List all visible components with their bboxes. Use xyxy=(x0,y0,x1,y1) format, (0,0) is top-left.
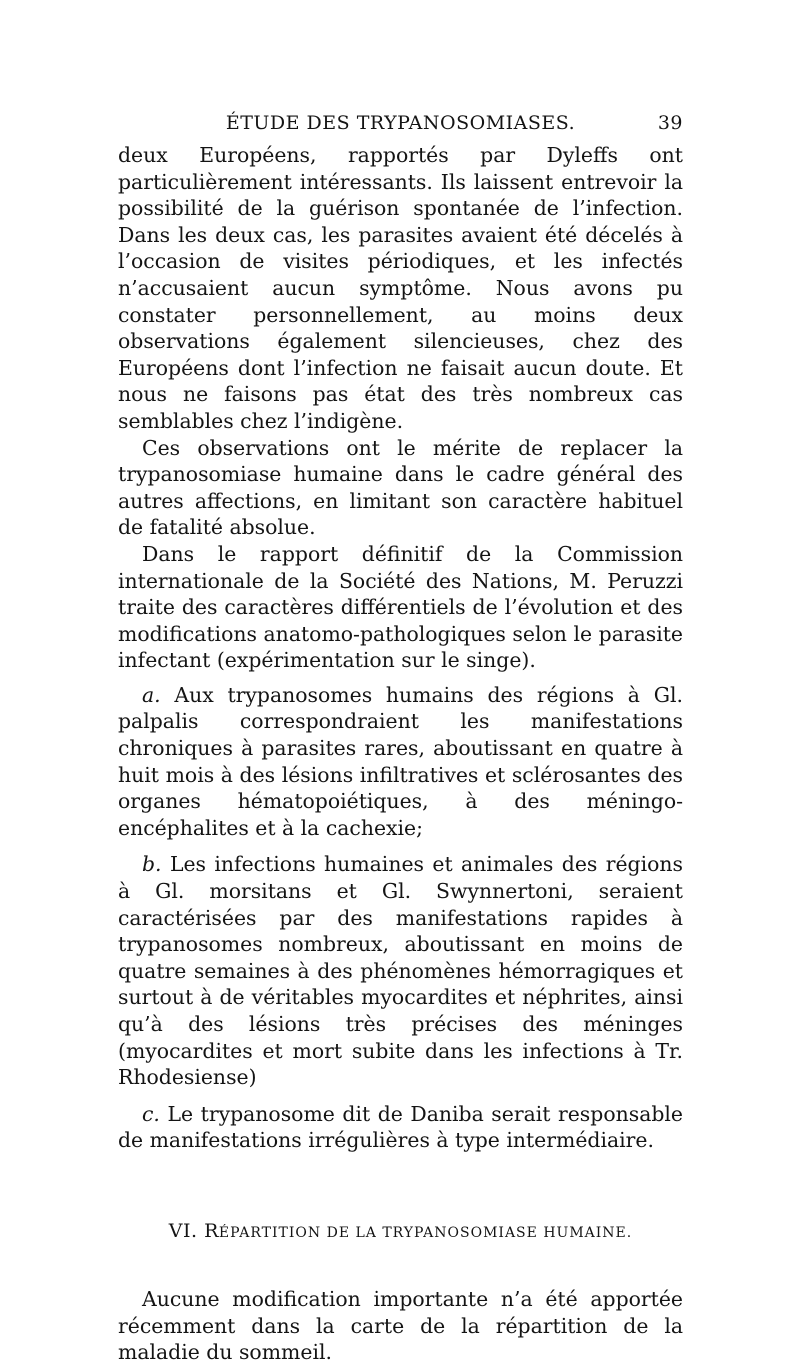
paragraph-observations: Ces observations ont le mérite de replacer la trypanosomiase humaine dans le cadre général des autres affections, en limitant son caractère habituel de fatalité absolue. xyxy=(118,435,683,540)
paragraph-continued: deux Européens, rapportés par Dyleffs ont particulièrement intéressants. Ils laissent entrevoir la possibilité de la guérison spontanée de l’infection. Dans les deux cas, les parasites avaient été décelés à l’occasion de visites périodiques, et les infectés n’accusaient aucun symptôme. Nous avons pu constater personnellement, au moins deux observations également silencieuses, chez des Européens dont l’infection ne faisait aucun doute. Et nous ne faisons pas état des très nombreux cas semblables chez l’indigène. xyxy=(118,143,683,433)
running-title: ÉTUDE DES TRYPANOSOMIASES. xyxy=(225,112,576,134)
list-item-b xyxy=(118,851,683,1090)
list-item-a xyxy=(118,682,683,842)
page-body xyxy=(118,112,683,1366)
list-item-c xyxy=(118,1101,683,1154)
paragraph-commission: Dans le rapport définitif de la Commission internationale de la Société des Nations, M. Peruzzi traite des caractères différentiels de l’évolution et des modifications anatomo-pathologiques selon le parasite infectant (expérimentation sur le singe). xyxy=(118,541,683,673)
page-number: 39 xyxy=(657,112,683,134)
list-item-letter: b. xyxy=(142,852,162,877)
list-item-text: Le trypanosome dit de Daniba serait responsable de manifestations irrégulières à type intermédiaire. xyxy=(118,1101,683,1153)
list-item-text: Aux trypanosomes humains des régions à Gl. palpalis correspondraient les manifestations chroniques à parasites rares, aboutissant en quatre à huit mois à des lésions infiltratives et sclérosantes des organes hématopoiétiques, à des méningo-encéphalites et à la cachexie; xyxy=(118,682,683,840)
list-item-text: Les infections humaines et animales des régions à Gl. morsitans et Gl. Swynnertoni, seraient caractérisées par des manifestations rapides à trypanosomes nombreux, aboutissant en moins de quatre semaines à des phénomènes hémorragiques et surtout à de véritables myocardites et néphrites, ainsi qu’à des lésions très précises des méninges (myocardites et mort subite dans les infections à Tr. Rhodesiense) xyxy=(118,852,683,1090)
list-item-letter: a. xyxy=(142,682,161,707)
section-number: VI. xyxy=(168,1219,198,1242)
paragraph-repartition: Aucune modification importante n’a été apportée récemment dans la carte de la répartition de la maladie du sommeil. xyxy=(118,1286,683,1365)
section-title-rest: ÉPARTITION DE LA TRYPANOSOMIASE HUMAINE. xyxy=(218,1224,633,1241)
running-header xyxy=(118,112,683,142)
list-item-letter: c. xyxy=(142,1101,160,1126)
section-heading xyxy=(118,1220,683,1242)
section-title-initial: R xyxy=(204,1219,219,1242)
